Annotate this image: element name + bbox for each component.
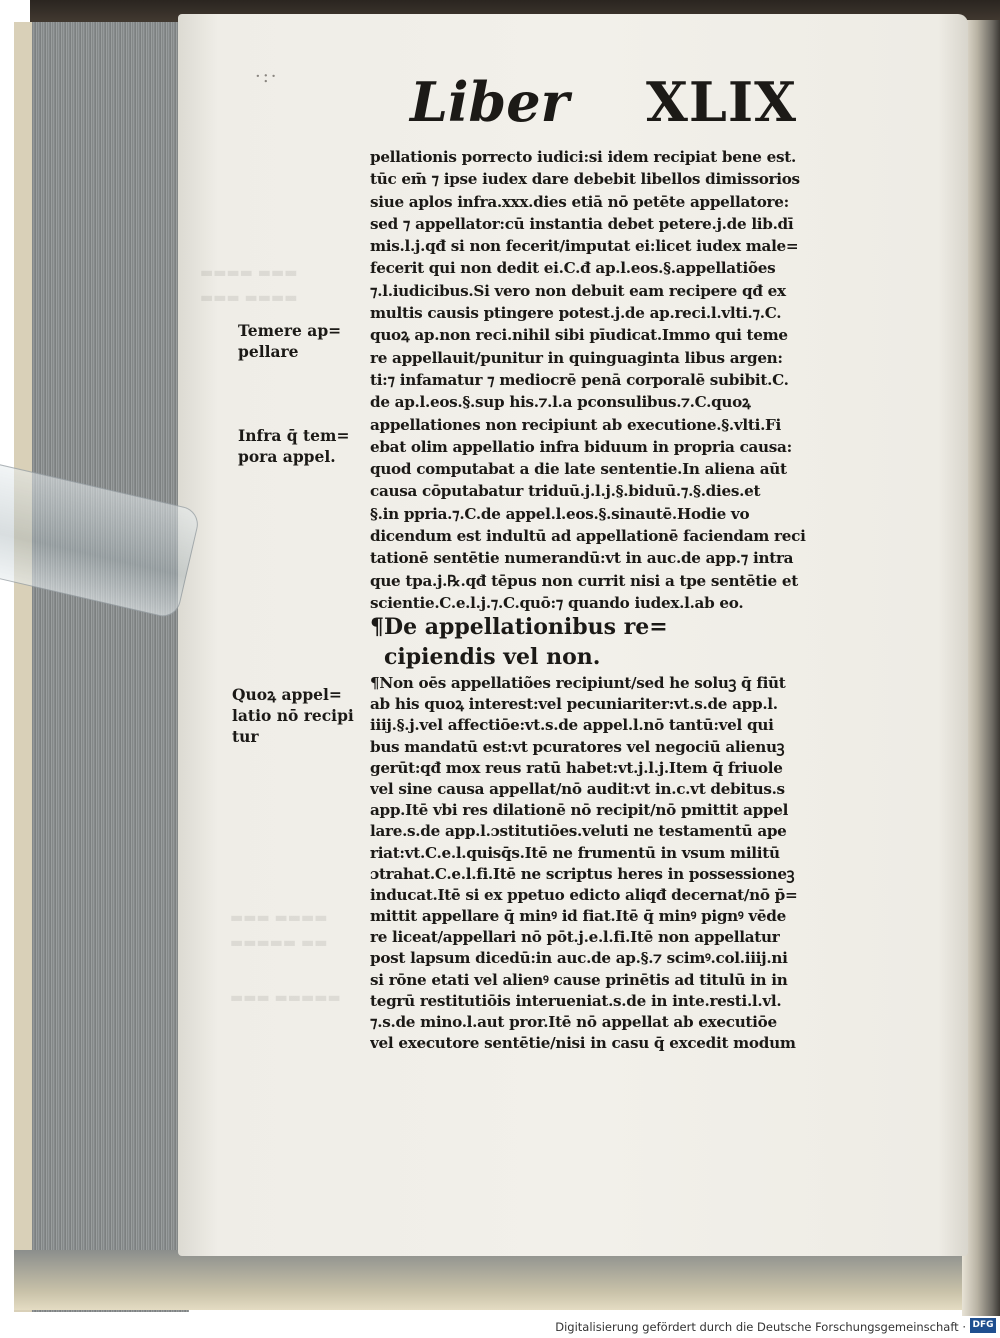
text-line: scientie.C.e.l.j.⁊.C.quō:⁊ quando iudex.l.ab eo. [370, 593, 744, 612]
margin-note-line: Temere ap= [238, 321, 342, 340]
text-line: appellationes non recipiunt ab executione.§.vlti.Fi [370, 415, 782, 434]
text-line: dicendum est indultū ad appellationē faciendam reci [370, 527, 806, 546]
text-line: ⁊.l.iudicibus.Si vero non debuit eam recipere qđ ex [370, 281, 786, 300]
margin-note-line: Quoꝝ appel= [232, 685, 342, 704]
margin-note-line: latio nō recipi [232, 706, 354, 725]
text-line: mittit appellare q̄ minꝰ id fiat.Itē q̄ minꝰ pignꝰ vēde [370, 907, 786, 926]
section-heading [370, 612, 790, 672]
text-line: riat:vt.C.e.l.quisq̄s.Itē ne frumentū in vsum militū [370, 843, 780, 862]
show-through-text: ▬▬▬ ▬▬▬▬ [230, 910, 328, 926]
text-line: re appellauit/punitur in quinguaginta libus argen: [370, 348, 783, 367]
text-line: lare.s.de app.l.ɔstitutiōes.veluti ne testamentū ape [370, 822, 787, 841]
text-line: app.Itē vbi res dilationē nō recipit/nō pmittit appel [370, 801, 789, 820]
running-head-liber: Liber [410, 70, 570, 134]
text-line: si rōne etati vel alienꝰ cause prinētis ad titulū in in [370, 970, 788, 989]
text-line: mis.l.j.qđ si non fecerit/imputat ei:licet iudex male= [370, 237, 799, 256]
text-line: tūc em̄ ⁊ ipse iudex dare debebit libellos dimissorios [370, 170, 800, 189]
section-heading-line: ¶De appellationibus re= [370, 614, 668, 640]
main-text-column [370, 146, 890, 614]
running-head [410, 70, 810, 140]
dfg-logo: DFG [970, 1318, 996, 1333]
text-line: ¶Non oēs appellatiões recipiunt/sed he soluꝫ q̄ fiūt [370, 674, 786, 692]
text-line: re liceat/appellari nō pōt.j.e.l.fi.Itē non appellatur [370, 928, 780, 947]
text-line: ɔtrahat.C.e.l.fi.Itē ne scriptus heres in possessioneꝫ [370, 864, 795, 883]
text-line: quoꝝ ap.non reci.nihil sibi pīudicat.Immo qui teme [370, 326, 788, 345]
page-block-fore-edge [14, 22, 189, 1312]
section-heading-line: cipiendis vel non. [384, 644, 601, 670]
text-line: ti:⁊ infamatur ⁊ mediocrē penā corporalē subibit.C. [370, 370, 789, 389]
text-line: multis causis ptingere potest.j.de ap.reci.l.vlti.⁊.C. [370, 304, 782, 323]
text-line: gerūt:qđ mox reus ratū habet:vt.j.l.j.Item q̄ friuole [370, 758, 783, 777]
show-through-text: ▬▬▬▬▬ ▬▬ [230, 935, 328, 951]
text-line: vel executore sentētie/nisi in casu q̄ excedit modum [370, 1034, 796, 1053]
text-line: fecerit qui non dedit ei.C.đ ap.l.eos.§.appellatiões [370, 259, 776, 278]
text-line: inducat.Itē si ex ppetuo edicto aliqđ decernat/nō p̄= [370, 885, 798, 904]
show-through-text: ▬▬▬▬ ▬▬▬ [200, 265, 298, 281]
second-text-column [370, 673, 890, 1054]
text-line: vel sine causa appellat/nō audit:vt in.c.vt debitus.s [370, 779, 785, 798]
show-through-text: ▬▬▬ ▬▬▬▬▬ [230, 990, 341, 1006]
margin-note-quorum [232, 684, 362, 747]
text-line: iiij.§.j.vel affectiōe:vt.s.de appel.l.nō tantū:vel qui [370, 716, 774, 735]
ink-smudge: ·:· [255, 66, 279, 87]
text-line: bus mandatū est:vt pcuratores vel negociū alienuꝫ [370, 737, 785, 756]
text-line: pellationis porrecto iudici:si idem recipiat bene est. [370, 148, 796, 166]
text-line: tationē sentētie numerandū:vt in auc.de app.⁊ intra [370, 549, 794, 568]
running-head-folio: XLIX [646, 70, 798, 134]
text-line: siue aplos infra.xxx.dies etiā nō petēte appellatore: [370, 192, 789, 211]
margin-note-line: pellare [238, 342, 299, 361]
margin-note-line: tur [232, 727, 259, 746]
text-line: que tpa.j.℞.qđ tēpus non currit nisi a tpe sentētie et [370, 571, 798, 590]
margin-note-line: pora appel. [238, 447, 336, 466]
show-through-text: ▬▬▬ ▬▬▬▬ [200, 290, 298, 306]
text-line: tegrū restitutiōis interueniat.s.de in inte.resti.l.vl. [370, 991, 782, 1010]
text-line: ⁊.s.de mino.l.aut pror.Itē nō appellat ab executiōe [370, 1013, 777, 1031]
text-line: sed ⁊ appellator:cū instantia debet petere.j.de lib.dī [370, 214, 794, 233]
margin-note-temere [238, 320, 368, 362]
book-cover-bottom [14, 1250, 1000, 1310]
text-line: ab his quoꝝ interest:vel pecuniariter:vt.s.de app.l. [370, 695, 778, 714]
text-line: de ap.l.eos.§.sup his.⁊.l.a pconsulibus.⁊.C.quoꝝ [370, 393, 751, 412]
text-line: §.in ppria.⁊.C.de appel.l.eos.§.sinautē.Hodie vo [370, 504, 750, 523]
text-line: causa cōputabatur triduū.j.l.j.§.biduū.⁊.§.dies.et [370, 482, 761, 501]
margin-note-infra [238, 425, 368, 467]
text-line: post lapsum dicedū:in auc.de ap.§.⁊ scimꝰ.col.iiij.ni [370, 949, 788, 968]
text-line: quod computabat a die late sententie.In aliena aūt [370, 460, 787, 479]
digitization-credit: Digitalisierung gefördert durch die Deutsche Forschungsgemeinschaft · [555, 1320, 966, 1334]
margin-note-line: Infra q̄ tem= [238, 426, 350, 445]
text-line: ebat olim appellatio infra biduum in propria causa: [370, 437, 792, 456]
